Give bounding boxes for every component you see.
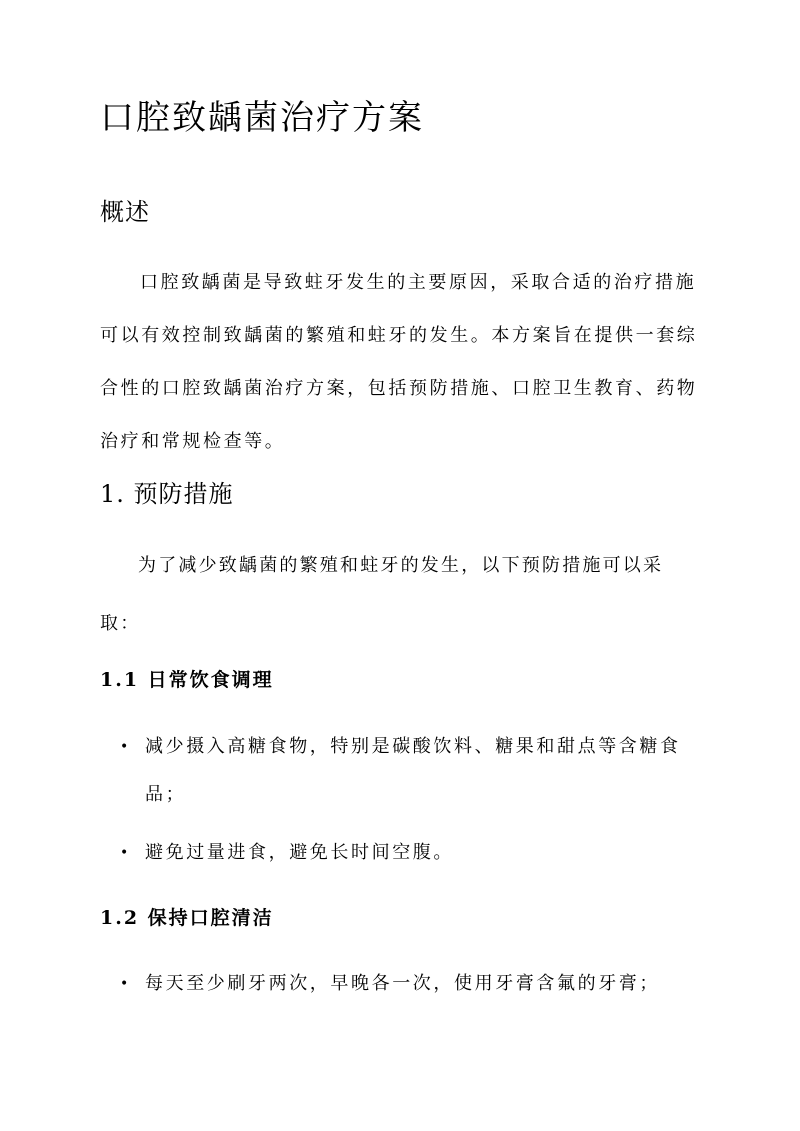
- bullet-icon: •: [120, 739, 131, 755]
- subsection-1-2-list: [100, 960, 700, 1008]
- subsection-1-2-heading: 1.2 保持口腔清洁: [100, 907, 274, 929]
- subsection-1-1-list: [100, 723, 700, 877]
- bullet-icon: •: [120, 845, 131, 861]
- overview-heading: 概述: [100, 198, 150, 226]
- list-item: [100, 960, 700, 1008]
- subsection-1-1-heading: 1.1 日常饮食调理: [100, 669, 274, 691]
- list-item: [100, 723, 700, 819]
- document-title: 口腔致龋菌治疗方案: [100, 98, 424, 138]
- section-1-heading: 1. 预防措施: [100, 480, 234, 508]
- section-1-intro: 为了减少致龋菌的繁殖和蛀牙的发生，以下预防措施可以采取：: [100, 555, 664, 634]
- list-item: [100, 829, 700, 877]
- list-item-text: 减少摄入高糖食物，特别是碳酸饮料、糖果和甜点等含糖食品；: [145, 736, 681, 805]
- bullet-icon: •: [120, 976, 131, 992]
- list-item-text: 每天至少刷牙两次，早晚各一次，使用牙膏含氟的牙膏；: [145, 973, 660, 994]
- overview-paragraph: 口腔致龋菌是导致蛀牙发生的主要原因，采取合适的治疗措施可以有效控制致龋菌的繁殖和蛀牙的发生。本方案旨在提供一套综合性的口腔致龋菌治疗方案，包括预防措施、口腔卫生教育、药物治疗和常规检查等。: [100, 272, 698, 452]
- list-item-text: 避免过量进食，避免长时间空腹。: [145, 842, 454, 863]
